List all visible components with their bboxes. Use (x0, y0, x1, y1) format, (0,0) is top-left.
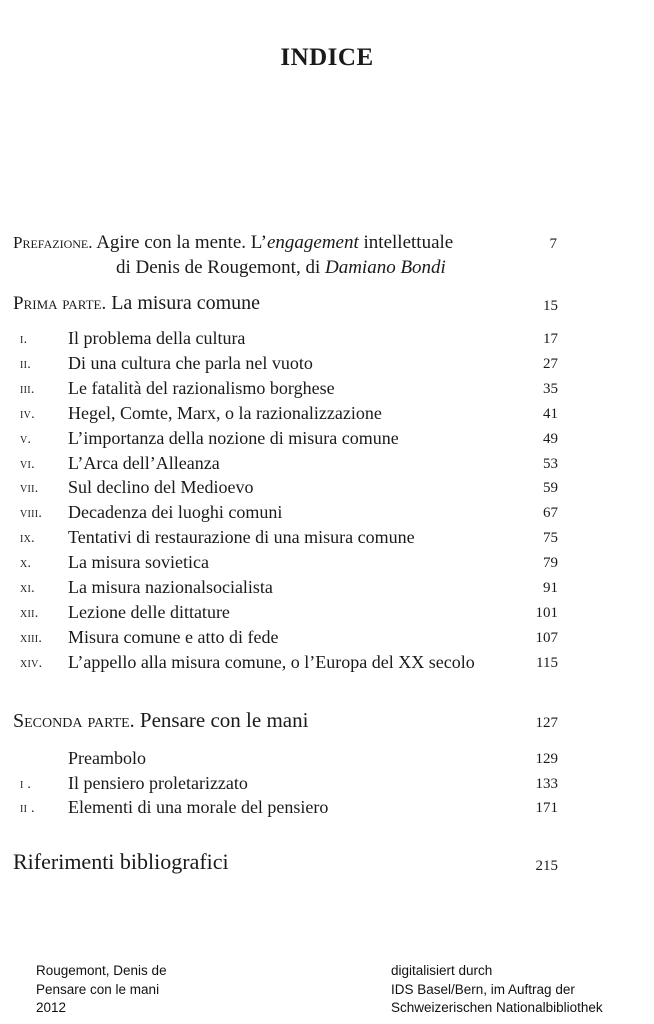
toc-entry (0, 627, 654, 651)
chapter-page: 133 (535, 775, 558, 792)
chapter-page: 129 (535, 751, 558, 767)
chapter-title: Elementi di una morale del pensiero (68, 797, 329, 818)
chapter-page: 115 (536, 654, 558, 671)
chapter-page: 35 (543, 380, 558, 397)
chapter-number: vii. (20, 481, 39, 497)
part2-page: 127 (535, 715, 558, 731)
chapter-number: xii. (20, 605, 39, 621)
toc-entry (0, 353, 654, 377)
toc-entry (0, 773, 654, 797)
part1-title: La misura comune (111, 292, 261, 314)
toc-entry (0, 652, 654, 676)
footer-author: Rougemont, Denis de (36, 963, 167, 978)
preface-author-italic: Damiano Bondi (324, 257, 446, 278)
footer-book-title: Pensare con le mani (36, 981, 160, 997)
part1-heading (0, 292, 654, 318)
chapter-title: Il pensiero proletarizzato (68, 772, 248, 793)
toc-entry (0, 453, 654, 477)
chapter-page: 27 (543, 355, 558, 372)
chapter-page: 171 (535, 800, 558, 817)
bibliography-page: 215 (535, 858, 558, 874)
chapter-title: L’Arca dell’Alleanza (68, 452, 220, 473)
chapter-page: 75 (543, 530, 558, 547)
footer-institution: IDS Basel/Bern, im Auftrag der (391, 981, 575, 997)
footer-year: 2012 (36, 1000, 67, 1015)
chapter-title: Hegel, Comte, Marx, o la razionalizzazione (68, 402, 382, 423)
part1-page: 15 (543, 298, 558, 314)
chapter-number: i. (20, 332, 28, 347)
toc-entry (0, 527, 654, 551)
toc-entry (0, 403, 654, 427)
preface-title-end: intellettuale (358, 232, 454, 253)
preface-page: 7 (549, 236, 557, 252)
chapter-title: Il problema della cultura (68, 328, 246, 348)
chapter-title: Decadenza dei luoghi comuni (68, 502, 283, 523)
bibliography-title: Riferimenti bibliografici (13, 849, 229, 874)
page-title: INDICE (280, 44, 374, 71)
chapter-page: 17 (543, 331, 558, 347)
chapter-number: ii . (20, 801, 35, 817)
chapter-title: L’importanza della nozione di misura comune (68, 427, 399, 448)
chapter-page: 49 (543, 430, 558, 447)
chapter-title: Di una cultura che parla nel vuoto (68, 352, 313, 373)
chapter-title: Lezione delle dittature (68, 601, 230, 622)
chapter-page: 41 (543, 405, 558, 422)
preface-author-part: di Denis de Rougemont, di (116, 257, 325, 278)
footer-library: Schweizerischen Nationalbibliothek (391, 1000, 603, 1015)
footer-digitized: digitalisiert durch (391, 963, 493, 978)
chapter-title: L’appello alla misura comune, o l’Europa del XX secolo (68, 651, 475, 672)
toc-entry (0, 748, 654, 772)
toc-entry (0, 797, 654, 821)
toc-entry (0, 602, 654, 626)
preface-title-part: Agire con la mente. L’ (96, 232, 267, 253)
chapter-number: iii. (20, 381, 35, 397)
chapter-number: ix. (20, 531, 35, 547)
chapter-number: iv. (20, 406, 35, 422)
chapter-page: 67 (543, 505, 558, 522)
chapter-title: Tentativi di restaurazione di una misura comune (68, 527, 415, 548)
chapter-page: 79 (543, 555, 558, 572)
chapter-title: La misura sovietica (68, 552, 209, 573)
chapter-number: v. (20, 431, 32, 447)
chapter-title: Misura comune e atto di fede (68, 626, 279, 647)
toc-entry (0, 552, 654, 576)
part1-label: Prima parte. (13, 293, 107, 314)
part2-heading (0, 708, 654, 736)
preface-entry (13, 232, 653, 286)
toc-entry (0, 378, 654, 402)
chapter-title: Le fatalità del razionalismo borghese (68, 377, 335, 398)
part2-label: Seconda parte. (13, 710, 135, 732)
chapter-title: Sul declino del Medioevo (68, 477, 254, 498)
toc-entry (0, 428, 654, 452)
chapter-page: 101 (535, 604, 558, 621)
chapter-page: 53 (543, 455, 558, 472)
chapter-number: viii. (20, 506, 43, 522)
chapter-number: ii. (20, 356, 32, 372)
chapter-number: xi. (20, 581, 35, 596)
preface-title-italic: engagement (266, 232, 359, 253)
bibliography-entry (0, 849, 654, 879)
chapter-number: i . (20, 776, 32, 792)
chapter-title: Preambolo (68, 748, 146, 768)
chapter-number: xiv. (20, 655, 43, 671)
footer-left (36, 962, 167, 1018)
part2-title: Pensare con le mani (139, 708, 309, 732)
toc-entry (0, 577, 654, 601)
toc-entry (0, 477, 654, 501)
chapter-page: 91 (543, 580, 558, 596)
chapter-page: 107 (535, 629, 558, 646)
footer-right (391, 962, 603, 1018)
preface-label: Prefazione. (13, 233, 93, 252)
chapter-number: x. (20, 556, 32, 572)
chapter-title: La misura nazionalsocialista (68, 577, 273, 597)
chapter-page: 59 (543, 480, 558, 497)
chapter-number: xiii. (20, 630, 43, 646)
toc-entry (0, 328, 654, 352)
toc-entry (0, 502, 654, 526)
chapter-number: vi. (20, 456, 35, 472)
